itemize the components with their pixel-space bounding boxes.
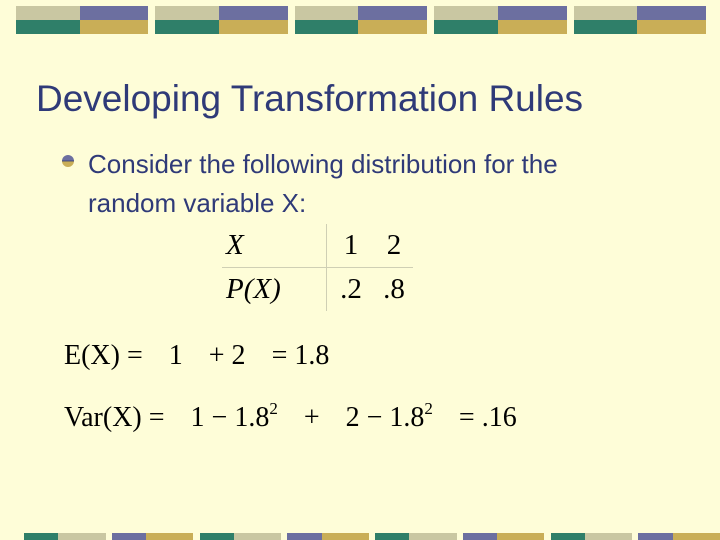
decor-tile xyxy=(434,6,566,34)
bottom-decorative-band xyxy=(24,533,720,540)
equation-lhs: Var(X) = xyxy=(64,402,165,433)
table-cell: .2 xyxy=(340,273,362,305)
table-cell: 2 xyxy=(375,224,413,268)
equation-term: − 1.8 xyxy=(366,402,425,433)
equation-term: 2 xyxy=(345,402,360,433)
decor-tile xyxy=(155,6,287,34)
table-row-label: P(X) xyxy=(222,268,327,312)
exponent: 2 xyxy=(424,399,433,418)
equation-term: = xyxy=(458,402,475,433)
equation-lhs: E(X) = xyxy=(64,340,143,371)
equation-term: + 2 xyxy=(208,340,246,371)
equation-term: = xyxy=(271,340,288,371)
equation-term: + xyxy=(303,402,320,433)
table-cell: .8 xyxy=(383,273,405,305)
decor-tile xyxy=(16,6,148,34)
table-row-label: X xyxy=(222,224,327,268)
bullet-icon xyxy=(61,154,75,168)
equation-result: .16 xyxy=(481,402,517,433)
decor-tile xyxy=(295,6,427,34)
distribution-table xyxy=(222,224,413,311)
top-decorative-band xyxy=(16,6,706,34)
equation-term: 1 xyxy=(190,402,205,433)
slide-title: Developing Transformation Rules xyxy=(36,78,584,119)
table-row xyxy=(222,224,413,268)
equation-result: 1.8 xyxy=(294,340,330,371)
expectation-equation xyxy=(64,340,329,372)
table-cell: 1 xyxy=(327,224,376,268)
table-row xyxy=(222,268,413,312)
decor-tile xyxy=(574,6,706,34)
exponent: 2 xyxy=(269,399,278,418)
equation-term: 1 xyxy=(168,340,183,371)
bullet-text: Consider the following distribution for the random variable X: xyxy=(88,149,558,218)
variance-equation xyxy=(64,399,517,434)
equation-term: − 1.8 xyxy=(211,402,270,433)
